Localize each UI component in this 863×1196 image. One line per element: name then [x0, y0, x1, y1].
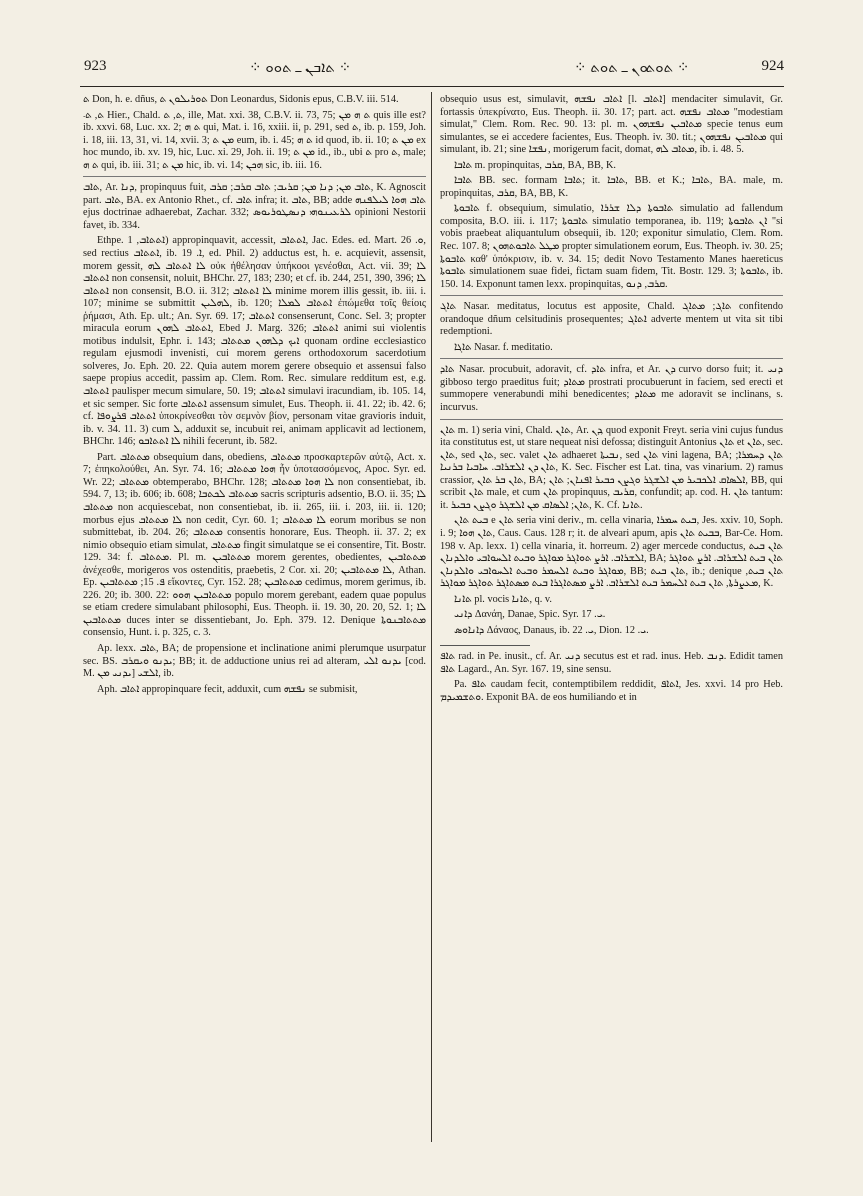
entry-paragraph: ܬܐܢ m. 1) seria vini, Chald. ܬܐܢ, Ar. ܕܢ, quod exponit Freyt. seria vini cujus fundus ita constitutus est, ut stare nequeat nisi defossa; distinguit Antonius ܬܐܢ et ܬܐܢ, sec. ܬܐܢ, sed ܬܐܢ, sec. valet ܬܐܢ adhaeret ܢܒܝܬܐ, sed ܬܐܢ vini lagena, BA; ܬܐܢ ܕܚܡܪܐ; ܬܐܢ ܕܢ ܐܠܫܪܐܒ. ܚܐܒܝܐ ܒܪܢܝܐ, K. Sec. Fischer est Lat. tina, vas vinarium. 2) ramus crassior, ܬܐܢ ܒܪ ܬܐܢ, BA; ܐܠܣܐܩ ܐܠܟܒܝܪ ܡܢ ܐܠܫܓܪ ܘܓܨܢ ܟܒܝܪ ܐܦܢܐܢ; ܬܐܢ, BB, qui scribit ܬܐܢ male, et cum ܬܐܢ propinquus, ܩܪܝܒ, confundit; ap. cod. H. ܬܐܢ tantum: it. ܬܐܢ; ܐܠܣܐܩ ܡܢ ܐܠܫܓܪ ܘܓܨܢ ܟܒܝܪ, K. Cf. ܬܐܢܐ. — [440, 424, 783, 511]
column-divider — [431, 92, 432, 1142]
entry-paragraph: ܬܐܓܐ Nasar. f. meditatio. — [454, 341, 553, 353]
footnote-rule — [440, 645, 530, 646]
entry-separator — [440, 358, 783, 359]
right-column — [440, 94, 783, 1142]
entry-paragraph: ܬܐܕ Nasar. procubuit, adoravit, cf. ܬܐܕ infra, et Ar. ܕܢ curvo dorso fuit; it. ܕܢܝ gibboso tergo praeditus fuit; ܡܬܐܕ prostrati procubuerunt in faciem, sed erecti et summopere venerabundi mihi benedicentes; ܡܬܐܕ me adoravit se inclinans, s. incurvus. — [440, 364, 783, 414]
entry-paragraph: Part. ܡܬܬܐܒ obsequium dans, obediens, ܡܬܬܐܒ προσκαρτερῶν αὐτῷ, Act. x. 7; ἐπηκολούθει, An. Syr. 74. 16; ܗܘܐ ܡܬܬܐܒ ἦν ὑποτασσόμενος, Apoc. Syr. ed. Wr. 22; ܡܬܬܐܒ obtemperabo, BHChr. 128; ܠܐ ܗܘܐ ܡܬܬܐܒ non consentiebat, ib. 594. 7, 13; ib. 606; ib. 608; ܡܬܬܐܒ ܠܟܬܒܐ sacris scripturis adsentio, B.O. ii. 35; ܠܐ ܡܬܬܐܒ non acquiescebat, non consentiebat, ib. ii. 265, iii. i. 203, iii. ii. 120; morbus ejus ܠܐ ܡܬܬܐܒ non cedit, Cyr. 60. 1; ܠܐ ܡܬܬܐܒ eorum moribus se non submittebat, ib. 204. 26; ܡܬܬܐܒ consentis honorare, Eus. Theoph. ii. 37. 2; ex nimio obsequio etiam simulat, ܡܬܬܐܒ fingit simulatque se ei consentire, Tit. Bostr. 129. 34: f. ܡܬܬܐܒ. Pl. m. ܡܬܬܐܒܝܢ morem gerentes, obedientes, ܡܬܬܐܒܝܢ ἀνέχεσθε, morigeros vos ostenditis, praebetis, 2 Cor. xi. 20; ܠܐ ܡܬܬܐܒܝܢ, Athan. Ep. ܦ. 15; ܡܬܬܐܒܝܢ εἴκοντες, Cyr. 152. 28; ܡܬܬܐܒܝܢ cedimus, morem gerimus, ib. 226. 20; ib. 300. 22: ܡܬܬܐܒܝܢ ܗܘܘ populo morem gerebant, eadem quae populus se etiam credere simulabant philosophi, Eus. Theoph. ii. 19. 30, 20. 20, 52. 1; ܠܐ ܡܬܬܐܒܝܢ duces inter se dissentiebant, Jo. Eph. 379. 12. Denique ܡܬܬܐܒܢܘܬܐ consensio, Hunt. i. p. 325, c. 3. — [83, 451, 426, 639]
entry-paragraph: ܬܐܒܐ BB. sec. formam ܬܐܒܐ; it. ܬܐܒܐ, BB. et K.; ܬܐܒܐ, BA. male, m. propinquitas, ܩܪܒ, BA, BB, K. — [440, 175, 783, 199]
entry-paragraph: Ap. lexx. ܬܐܒ, BA; de propensione et inclinatione animi plerumque usurpatur sec. BS. ܝܕܢܘ ܘܝܩܪܒ; BB; it. de adductione unius rei ad alteram, ܝܕܢܘ ܐܠܝ [cod. M. ܝܕܢܝ ܡܢ] ܐܠܫܝ, ib. — [83, 642, 426, 680]
entry-paragraph: ܬ, ܬ܁ Hier., Chald. ܬ, ܬ, ille, Mat. xxi. 38, C.B.V. ii. 73, 75; ܬ ܗ ܡܢ quis ille est? ib. xxvi. 68, Luc. xx. 2; ܬ ܗ qui, Mat. i. 16, xxiii. ii, p. 291, sed ܬ, ib. p. 159, Joh. i. 18, iii. 13, 31, vi. 14, xvii. 3; ܡܢ ܬ eum, ib. i. 45; ܬ ܗ id quod, ib. ii. 10; ܡܢ ܬ ex hoc mundo, ib. xv. 19, hic, Luc. xi. 29, Joh. ii. 19; ܡܢ ܬ id., ib., ubi ܬ pro ܬ, male; ܬ ܗ qui, ib. iii. 31; ܡܢ ܬ hic, ib. vi. 14; ܗܟܢ sic, ib. iii. 16. — [83, 109, 426, 171]
footnote-paragraph: ܬܐܦ rad. in Pe. inusit., cf. Ar. ܕܢܝ secutus est et rad. inus. Heb. ܕܢܒ. Edidit tamen ܬܐܦ Lagard., An. Syr. 167. 19, sine sensu. — [440, 651, 783, 675]
entry-separator — [83, 176, 426, 177]
entry-paragraph: ܬܐܒ, Ar. ܕܢܐ, propinquus fuit, ܬܐܒ ܡܢ; ܕܢܐ ܡܢ; ܩܪܝܒ; ܬܐܒ ܩܪܒ; ܩܪܒ, K. Agnoscit part. ܬܐܒ, BA. ex Antonio Rhet., cf. ܬܐܒ infra; it. ܬܐܒ, BB; adde ܬܐܒ ܗܘܐ ܠܝܠܦܢܗ ejus doctrinae adhaerebat, Zachar. 332; ܠܪܥܝܢܘܗܝ ܕܢܣܛܘܪܝܘܣ opinioni Nestorii favet, ib. 334. — [83, 182, 426, 231]
entry-paragraph: ܬܐܒܘܬܐ f. obsequium, simulatio, ܬܐܒܘܬܐ ܕܠܐ ܫܪܪܐ simulatio ad fallendum composita, B.O. iii. i. 117; ܬܐܒܘܬܐ simulatio temporanea, ib. 119; ܐܢ ܬܐܒܘܬܐ "si vobis praebeat aliquantulum obsequii, ib. 120; exponitur simulatio, Clem. Rom. Rec. 107. 8; ܡܛܠ ܬܐܒܘܬܗܘܢ propter simulationem eorum, Eus. Theoph. iv. 30. 25; ܬܐܒܘܬܐ καθ' ὑπόκρισιν, ib. v. 34. 15; dedit Novo Testamento Manes haereticus ܬܐܒܘܬܐ simulationem suae fidei, fictam suam fidem, Tit. Bostr. 129. 3; ܬܐܒܘܬܐ, ib. 150. 14. Exponunt tamen lexx. propinquitas, ܩܪܒ, ܕܢܘ. — [440, 203, 783, 290]
entry-paragraph: ܬܐܢܐ pl. vocis ܬܐܢܐ, q. v. — [454, 593, 552, 605]
page-number-right: 924 — [761, 58, 784, 74]
entry-paragraph: ܒܝܬ ܬܐܢ e ܬܐܢ seria vini deriv., m. cella vinaria, ܒܝܬ ܚܡܪܐ, Jes. xxiv. 10, Soph. i. 9; ܬܐܢ ܗܘܐ, Caus. Caus. 128 r; it. de alveari apum, apis ܒܒܝܬ ܬܐܢ, Bar-Ce. Hom. 198 v. Ap. lexx. 1) cella vinaria, it. horreum. 2) ager mercede conductus, ܬܐܢ ܒܝܬ ܐܠܫܪܐܒ. ܐܪܨ ܬܘܐܓܪ ܡܘܐܓܪ ܘܒܝܬ ܐܠܚܘܐܒܝ ܘܐܠܕܢܐܢ, BA; ܬܐܢ ܒܝܬ ܐܠܫܪܐܒ. ܐܪܨ ܬܘܐܓܪ ܡܘܐܓܪ ܘܒܝܬ ܐܠܚܡܪ ܘܒܝܬ ܐܠܚܘܐܒܝ ܘܐܠܕܢܐܢ, BB; ܬܐܢ ܒܝܬ, ib.; denique ܬܐܢ ܒܝܬ, ܡܥܨܪܬܐ, ܬܐܢ ܒܝܬ ܐܠܚܡܪ ܒܝܬ ܐܠܫܪܐܒ. ܐܪܨ ܡܣܬܐܓܪܐ ܒܝܬ ܡܣܬܐܓܪ ܬܘܐܓܪ ܡܘܐܓܪ, K. — [440, 515, 783, 590]
footnote-paragraph: Pa. ܬܐܦ caudam fecit, contemptibilem reddidit, ܐܬܐܦ, Jes. xxvi. 14 pro Heb. ܘܬܫܡܝܕܡ. Exponit BA. de eos humiliando et in — [440, 679, 783, 703]
entry-paragraph: obsequio usus est, simulavit, ܐܬܐܒ ܢܦܫܗ [l. ܐܬܐܒ] mendaciter simulavit, Gr. fortassis ὑπεκρίνατο, Eus. Theoph. ii. 30. 17; part. act. ܡܬܐܒ ܢܦܫܗ "modestiam simulat," Clem. Rom. Rec. 90. 13: pl. m. ܡܬܐܒܝܢ ܢܦܫܗܘܢ specie tenus eum simulantes, se ei accedere facientes, Eus. Theoph. iv. 30. tit.; ܡܬܐܒܝܢ ܢܦܫܗܘܢ qui simulant, ib. 21; sine ܢܦܫܐ, morigerum facit, domat, ܡܬܐܒ ܠܗ, ib. i. 48. 5. — [440, 94, 783, 156]
running-headword-left: ⁘ ܬܐܒܢ ـ ܬܘܘ ⁘ — [249, 60, 352, 76]
entry-paragraph: Aph. ܐܬܐܒ appropinquare fecit, adduxit, cum ܢܦܫܗ se submisit, — [97, 683, 358, 695]
entry-paragraph: ܬܐܓ Nasar. meditatus, locutus est apposite, Chald. ܬܐܓ; ܡܬܐܓ confitendo orandoque dñum celsitudinis prosequentes; ܐܬܐܓ adverte mentem ut vita sit tibi redemptioni. — [440, 301, 783, 338]
running-headword-right: ⁘ ܬܘܬܘܢ ـ ܬܘܬ ⁘ — [574, 60, 690, 76]
page-number-left: 923 — [84, 58, 107, 74]
header-rule — [80, 86, 784, 87]
entry-paragraph: ܕܐܢܐܘܣ Δάναος, Danaus, ib. ܝ. 22, Dion. ܝ. 12. — [454, 624, 649, 636]
entry-paragraph: Ethpe. ܐܬܬܐܒ, 1) appropinquavit, accessit, ܐܬܬܐܒ, Jac. Edes. ed. Mart. ܘ. 26, sed rectius ܐܬܬܐܒ, ib. ܐ. 19, ed. Phil. 2) adductus est, h. e. acquievit, assensit, morem gessit, ܠܐ ܐܬܬܐܒ ܠܗ οὐκ ἠθέλησαν ὑπήκοοι γενέσθαι, Act. vii. 39; ܠܐ ܐܬܬܐܒ non consensit, noluit, BHChr. 27, 183; 230; et cf. ib. 244, 251, 390, 396; ܠܐ ܐܬܬܐܒ non consensit, B.O. ii. 312; ܠܐ ܐܬܬܐܒ minime morem illis gessit, ib. iii. i. 107; minime se submittit ܠܗܠܝܢ, ib. 120; ܐܬܬܐܒ ܠܡܠܐ ἐπώμεθα τοῖς θείοις ῥήμασι, Ath. Ep. ult.; An. Syr. 69. 17; ܐܬܬܐܒ consenserunt, Conc. Sel. 3; propter miracula eorum ܐܬܬܐܒ ܠܗܘܢ, Ebed J. Marg. 326; ܐܬܬܐܒ animi sui violentis motibus indulsit, Ephr. i. 143; ܐܝܟ ܕܠܗܘܢ ܡܬܬܐܒ quonam ordine ecclesiastico regulam ejusmodi invenisti, cui morem gerens orthodoxorum sacerdotium solveres, Jo. Eph. 20. 22. Quia autem morem gerere obsequio et assensui falso saepe propius accedit, passim ap. Clem. Rom. Rec. simulare redditum est, e.g. ܐܬܬܐܒ paulisper mecum simulare, 50. 19; ܐܬܬܐܒ simulavi iracundiam, ib. 105. 14, et sic semper. Sic forte ܐܬܬܐܒ assensum simulet, Eus. Theoph. ii. 41. 22; ib. 42. 6; cf. ܐܬܬܐܒ ܦܪܨܘܦܐ ὑποκρίνεσθαι τὸν σεμνὸν βίον, personam vitae gravioris induit, ib. v. 34. 11. 3) cum ܠ, adduxit se, incubuit rei, animam applicavit ad lectionem, BHChr. 146; ܠܐ ܐܬܬܐܒܘ nihili fecerunt, ib. 582. — [83, 235, 426, 448]
entry-separator — [440, 295, 783, 296]
entry-paragraph: ܕܐܢܝ Δανάη, Danae, Spic. Syr. ܝ. 17. — [454, 609, 606, 621]
entry-paragraph: ܬܐܒܐ m. propinquitas, ܩܪܒ, BA, BB, K. — [454, 159, 616, 171]
left-column — [83, 94, 426, 1142]
entry-separator — [440, 419, 783, 420]
page-header — [84, 58, 784, 82]
entry-paragraph: ܬ Don, h. e. dñus, ܬܘܪܝܠܘܢ ܬ Don Leonardus, Sidonis epus, C.B.V. iii. 514. — [83, 94, 399, 105]
